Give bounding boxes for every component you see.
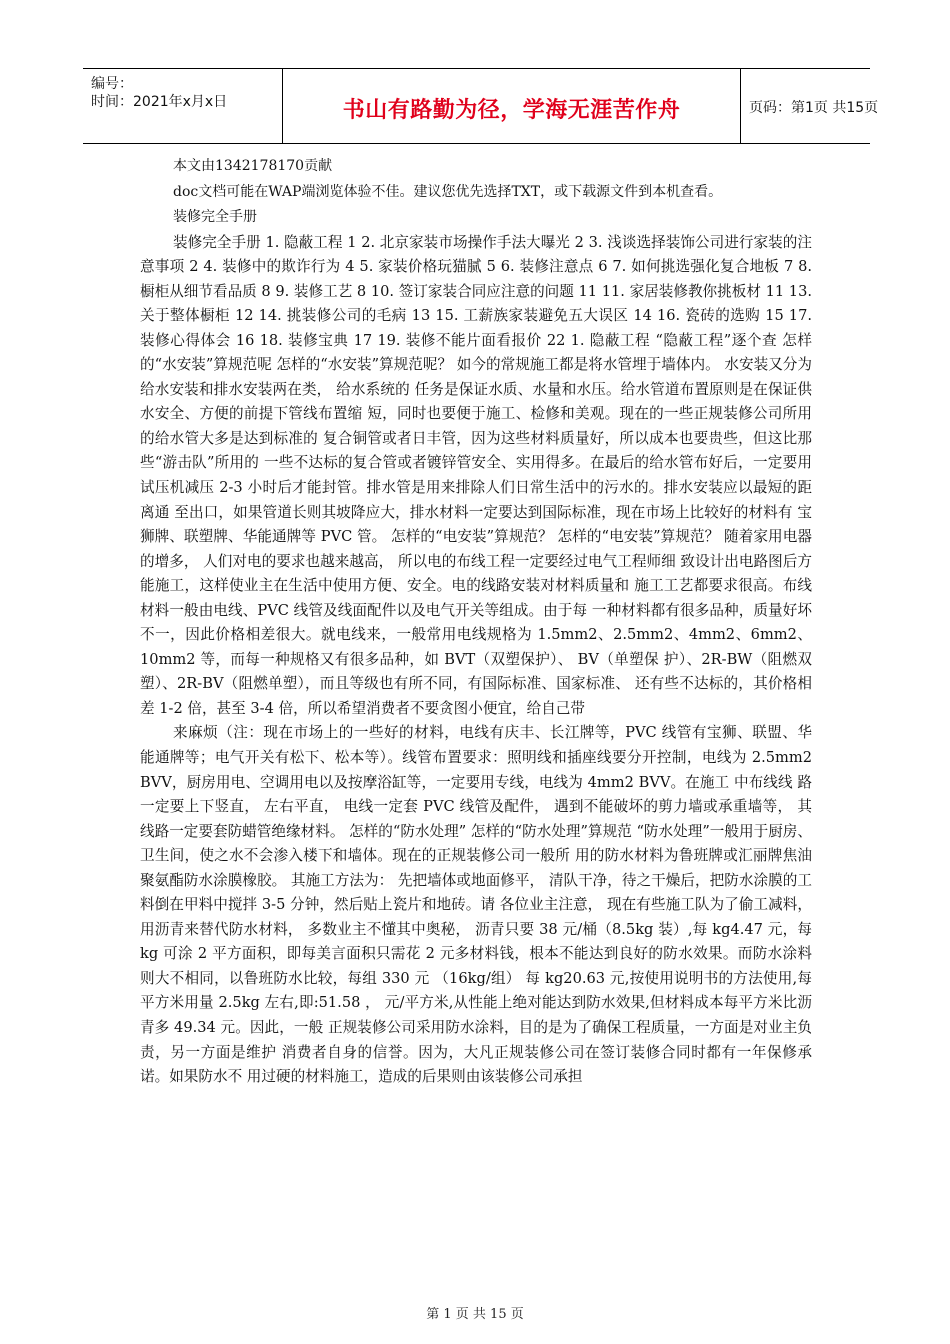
page-footer: 第 1 页 共 15 页 [426, 1307, 524, 1322]
body-paragraph-2: 来麻烦（注：现在市场上的一些好的材料，电线有庆丰、长江牌等，PVC 线管有宝狮、联盟、华 能通牌等；电气开关有松下、松本等）。线管布置要求：照明线和插座线要分开控制，电线为 2.5mm2 BVV，厨房用电、空调用电以及按摩浴缸等，一定要用专线，电线为 4mm2 BVV。在施工 中布线线 路一定要上下竖直， 左右平直， 电线一定套 PVC 线管及配件， 遇到不能破坏的剪力墙或承重墙等， 其线路一定要套防蜡管绝缘材料。 怎样的“防水处理” 怎样的“防水处理”算规范 “防水处理”一般用于厨房、卫生间，使之水不会渗入楼下和墙体。现在的正规装修公司一般所 用的防水材料为鲁班牌或汇丽牌焦油聚氨酯防水涂膜橡胶。 其施工方法为： 先把墙体或地面修平， 清队干净，待之干燥后，把防水涂膜的工料倒在甲料中搅拌 3-5 分钟，然后贴上瓷片和地砖。请 各位业主注意， 现在有些施工队为了偷工减料， 用沥青来替代防水材料， 多数业主不懂其中奥秘， 沥青只要 38 元/桶（8.5kg 装）,每 kg4.47 元，每 kg 可涂 2 平方面积，即每美言面积只需花 2 元多材料钱，根本不能达到良好的防水效果。而防水涂料则大不相同，以鲁班防水比较，每组 330 元 （16kg/组） 每 kg20.63 元,按使用说明书的方法使用,每平方米用量 2.5kg 左右,即:51.58 ， 元/平方米,从性能上绝对能达到防水效果,但材料成本每平方米比沥青多 49.34 元。因此，一般 正规装修公司采用防水涂料，目的是为了确保工程质量，一方面是对业主负责，另一方面是维护 消费者自身的信誉。因为，大凡正规装修公司在签订装修合同时都有一年保修承诺。如果防水不 用过硬的材料施工，造成的后果则由该装修公司承担 [140, 724, 812, 1086]
header-motto-cell [282, 69, 741, 143]
number-label: 编号： [91, 76, 133, 92]
contributor-line: 本文由1342178170贡献 [173, 158, 333, 174]
motto-text: 书山有路勤为径，学海无涯苦作舟 [342, 98, 681, 123]
format-notice: doc文档可能在WAP端浏览体验不佳。建议您优先选择TXT，或下载源文件到本机查看。 [173, 183, 723, 200]
time-label: 时间：2021年x月x日 [91, 94, 228, 110]
document-body [140, 154, 812, 1090]
header-meta [83, 69, 282, 143]
header-page-cell [741, 69, 879, 143]
body-paragraph-1: 装修完全手册 1. 隐蔽工程 1 2. 北京家装市场操作手法大曝光 2 3. 浅谈选择装饰公司进行家装的注意事项 2 4. 装修中的欺诈行为 4 5. 家装价格玩猫腻 5 6. 装修注意点 6 7. 如何挑选强化复合地板 7 8. 橱柜从细节看品质 8 9. 装修工艺 8 10. 签订家装合同应注意的问题 11 11. 家居装修教你挑板材 11 13. 关于整体橱柜 12 14. 挑装修公司的毛病 13 15. 工薪族家装避免五大误区 14 16. 瓷砖的选购 15 17. 装修心得体会 16 18. 装修宝典 17 19. 装修不能片面看报价 22 1. 隐蔽工程 “隐蔽工程”逐个查 怎样的“水安装”算规范呢 怎样的“水安装”算规范呢？ 如今的常规施工都是将水管埋于墙体内。 水安装又分为给水安装和排水安装两在类， 给水系统的 任务是保证水质、水量和水压。给水管道布置原则是在保证供水安全、方便的前提下管线布置缩 短，同时也要便于施工、检修和美观。现在的一些正规装修公司所用的给水管大多是达到标准的 复合铜管或者日丰管，因为这些材料质量好，所以成本也要贵些，但这比那些“游击队”所用的 一些不达标的复合管或者镀锌管安全、实用得多。在最后的给水管布好后，一定要用试压机减压 2-3 小时后才能封管。排水管是用来排除人们日常生活中的污水的。排水安装应以最短的距离通 至出口，如果管道长则其坡降应大，排水材料一定要达到国际标准，现在市场上比较好的材料有 宝狮牌、联塑牌、华能通牌等 PVC 管。 怎样的“电安装”算规范？ 怎样的“电安装”算规范？ 随着家用电器的增多， 人们对电的要求也越来越高， 所以电的布线工程一定要经过电气工程师细 致设计出电路图后方能施工，这样使业主在生活中使用方便、安全。电的线路安装对材料质量和 施工工艺都要求很高。布线材料一般由电线、PVC 线管及线面配件以及电气开关等组成。由于每 一种材料都有很多品种，质量好坏不一，因此价格相差很大。就电线来，一般常用电线规格为 1.5mm2、2.5mm2、4mm2、6mm2、10mm2 等，而每一种规格又有很多品种，如 BVT（双塑保护）、 BV（单塑保 护）、2R-BW（阻燃双塑）、2R-BV（阻燃单塑），而且等级也有所不同，有国际标准、国家标准、 还有些不达标的，其价格相差 1-2 倍，甚至 3-4 倍，所以希望消费者不要贪图小便宜，给自己带 [140, 233, 812, 717]
document-title: 装修完全手册 [173, 209, 257, 225]
page-number-label: 页码：第1页 共15页 [749, 100, 879, 116]
page-header [83, 68, 879, 144]
